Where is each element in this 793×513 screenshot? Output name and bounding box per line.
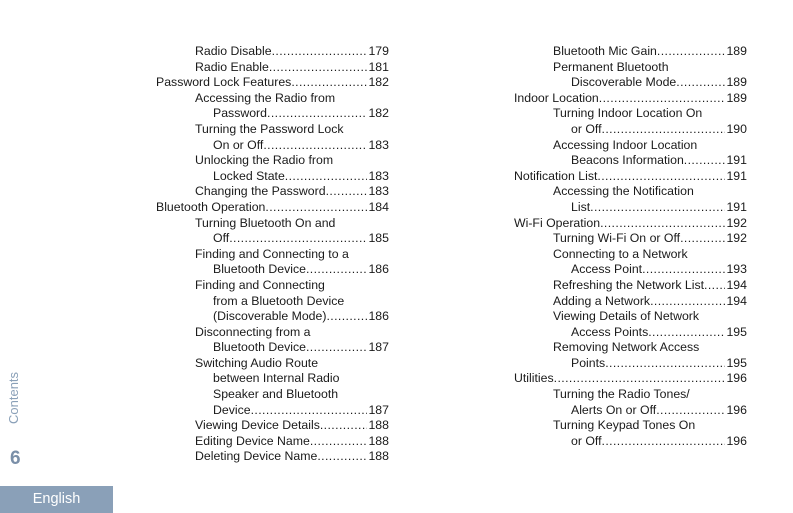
toc-entry[interactable] [514,169,747,185]
toc-entry-line [553,356,747,372]
toc-column-right [514,44,747,449]
toc-page-number: 188 [368,449,389,464]
toc-entry-line [553,122,747,138]
toc-page-number: 187 [368,340,389,355]
toc-entry-line [195,294,389,310]
toc-entry-line [553,278,747,294]
toc-page-number: 192 [726,231,747,246]
toc-entry-title: Locked State [213,168,285,183]
toc-dot-leader [648,325,725,341]
toc-entry[interactable] [514,278,747,294]
toc-entry-line [553,325,747,341]
toc-entry-line [195,138,389,154]
toc-entry-line [195,184,389,200]
toc-entry-line [195,91,389,107]
toc-page-number: 196 [726,433,747,448]
toc-entry-line [195,231,389,247]
toc-entry-line [514,216,747,232]
toc-dot-leader [605,356,725,372]
toc-entry-title: Password Lock Features [156,75,292,90]
toc-dot-leader [599,91,726,107]
toc-entry[interactable] [514,294,747,310]
toc-dot-leader [306,340,368,356]
toc-entry-title: or Off [571,433,602,448]
toc-entry-line [195,122,389,138]
toc-entry-line [553,418,747,434]
toc-entry-line [195,371,389,387]
toc-entry-title: Turning the Password Lock [195,121,344,136]
toc-dot-leader [229,231,367,247]
toc-entry-line [553,106,747,122]
toc-entry-line [195,60,389,76]
toc-dot-leader [684,153,726,169]
toc-entry[interactable] [514,138,747,169]
toc-dot-leader [590,200,725,216]
toc-entry-line [156,75,389,91]
toc-entry-line [195,434,389,450]
toc-page-number: 193 [726,262,747,277]
toc-entry[interactable] [156,247,389,278]
toc-entry-line [195,403,389,419]
toc-entry-title: Alerts On or Off [571,402,657,417]
toc-entry-title: Disconnecting from a [195,324,311,339]
toc-entry-title: Points [571,355,606,370]
toc-page-number: 189 [726,75,747,90]
toc-dot-leader [680,231,725,247]
toc-entry[interactable] [514,106,747,137]
section-label [6,371,76,424]
toc-entry[interactable] [156,122,389,153]
toc-entry[interactable] [156,434,389,450]
toc-entry-line [553,231,747,247]
toc-entry-line [195,309,389,325]
toc-entry-title: Adding a Network [553,293,651,308]
toc-entry-title: Bluetooth Mic Gain [553,44,657,58]
toc-entry-title: Turning the Radio Tones/ [553,387,690,402]
toc-page-number: 186 [368,309,389,324]
toc-entry-title: from a Bluetooth Device [213,293,345,308]
toc-page-number: 187 [368,402,389,417]
toc-entry-line [553,309,747,325]
toc-dot-leader [265,200,367,216]
toc-page-number: 190 [726,121,747,136]
toc-page-number: 191 [726,168,747,183]
toc-entry-title: Viewing Device Details [195,418,320,433]
toc-dot-leader [267,106,367,122]
toc-entry-line [195,387,389,403]
toc-page-number: 189 [726,90,747,105]
toc-entry-title: Turning Keypad Tones On [553,418,696,433]
toc-entry[interactable] [514,371,747,387]
toc-dot-leader [602,434,726,450]
toc-entry-line [195,262,389,278]
toc-entry-title: Finding and Connecting [195,277,325,292]
toc-entry-line [195,106,389,122]
toc-page-number: 195 [726,324,747,339]
toc-entry-line [195,356,389,372]
toc-page-number: 182 [368,75,389,90]
toc-entry-title: Bluetooth Operation [156,199,266,214]
toc-dot-leader [600,216,725,232]
toc-dot-leader [317,449,367,465]
toc-entry[interactable] [514,44,747,60]
toc-entry[interactable] [514,418,747,449]
toc-entry-title: Unlocking the Radio from [195,153,334,168]
toc-entry-line [553,262,747,278]
toc-dot-leader [642,262,725,278]
toc-page-number: 186 [368,262,389,277]
toc-entry-title: Wi-Fi Operation [514,215,601,230]
toc-dot-leader [251,403,368,419]
language-tab[interactable]: English [0,486,113,513]
toc-entry-title: Bluetooth Device [213,340,306,355]
toc-entry[interactable] [156,216,389,247]
toc-entry-line [514,91,747,107]
toc-entry[interactable] [156,356,389,418]
toc-entry-title: Refreshing the Network List [553,277,705,292]
toc-dot-leader [676,75,725,91]
toc-entry[interactable] [514,387,747,418]
toc-entry-line [553,294,747,310]
toc-dot-leader [704,278,725,294]
toc-page-number: 188 [368,418,389,433]
toc-entry[interactable] [514,60,747,91]
toc-entry-title: or Off [571,121,602,136]
toc-entry-title: Access Points [571,324,649,339]
toc-page-number: 191 [726,199,747,214]
toc-entry-line [195,44,389,60]
toc-dot-leader [291,75,367,91]
toc-entry-line [514,371,747,387]
toc-entry-line [553,184,747,200]
toc-entry-line [195,247,389,263]
toc-entry[interactable] [156,418,389,434]
toc-entry[interactable] [156,75,389,91]
toc-entry[interactable] [156,153,389,184]
toc-entry-title: Turning Bluetooth On and [195,215,336,230]
toc-dot-leader [602,122,726,138]
toc-dot-leader [263,138,367,154]
toc-dot-leader [285,169,368,185]
toc-entry-line [514,169,747,185]
toc-entry[interactable] [514,340,747,371]
toc-entry[interactable] [156,60,389,76]
toc-entry-line [195,449,389,465]
toc-page-number: 179 [368,44,389,58]
toc-dot-leader [326,309,367,325]
toc-page-number: 183 [368,137,389,152]
toc-entry-title: Bluetooth Device [213,262,306,277]
toc-page-number: 192 [726,215,747,230]
toc-entry-title: Viewing Details of Network [553,309,700,324]
toc-entry-title: Accessing the Notification [553,184,694,199]
toc-page-number: 182 [368,106,389,121]
toc-entry-line [553,153,747,169]
toc-page-number: 188 [368,433,389,448]
toc-entry-title: Turning Indoor Location On [553,106,703,121]
toc-dot-leader [272,44,368,60]
toc-entry-title: On or Off [213,137,264,152]
toc-entry[interactable] [156,44,389,60]
toc-dot-leader [657,44,726,60]
toc-entry-line [553,247,747,263]
toc-entry[interactable] [514,247,747,278]
toc-entry-title: Notification List [514,168,598,183]
toc-entry-title: Beacons Information [571,153,684,168]
toc-entry-line [195,216,389,232]
toc-entry-title: Discoverable Mode [571,75,677,90]
toc-entry-line [195,340,389,356]
toc-entry[interactable] [514,309,747,340]
toc-entry-title: Password [213,106,267,121]
toc-entry[interactable] [156,200,389,216]
toc-entry-line [156,200,389,216]
toc-entry-line [553,200,747,216]
toc-entry-title: List [571,199,591,214]
toc-column-left [156,44,389,465]
toc-page-number: 183 [368,168,389,183]
toc-entry-title: (Discoverable Mode) [213,309,327,324]
toc-entry-title: Turning Wi-Fi On or Off [553,231,681,246]
toc-dot-leader [326,184,368,200]
toc-dot-leader [554,371,726,387]
page-number: 6 [10,448,21,469]
toc-page-number: 183 [368,184,389,199]
toc-entry[interactable] [514,91,747,107]
toc-entry-title: Deleting Device Name [195,449,318,464]
toc-dot-leader [310,434,368,450]
toc-entry-title: between Internal Radio [213,371,340,386]
toc-entry-title: Access Point [571,262,643,277]
toc-entry[interactable] [156,449,389,465]
toc-entry-title: Utilities [514,371,554,386]
toc-page-number: 195 [726,355,747,370]
toc-dot-leader [306,262,368,278]
toc-entry-title: Indoor Location [514,90,599,105]
toc-entry-line [553,387,747,403]
toc-page-number: 181 [368,59,389,74]
toc-page-number: 196 [726,402,747,417]
toc-entry-line [195,278,389,294]
toc-entry-title: Radio Disable [195,44,272,58]
toc-entry-line [553,434,747,450]
toc-entry-line [553,403,747,419]
toc-entry-title: Off [213,231,230,246]
toc-entry-title: Radio Enable [195,59,269,74]
toc-dot-leader [269,60,368,76]
toc-entry-title: Device [213,402,251,417]
toc-entry[interactable] [514,216,747,232]
toc-entry-title: Accessing the Radio from [195,90,336,105]
toc-page-number: 185 [368,231,389,246]
toc-entry-title: Editing Device Name [195,433,310,448]
toc-entry-line [553,44,747,60]
toc-entry-title: Accessing Indoor Location [553,137,698,152]
toc-entry-line [553,340,747,356]
toc-entry-line [195,418,389,434]
toc-page-number: 189 [726,44,747,58]
toc-page-number: 194 [726,293,747,308]
toc-dot-leader [320,418,368,434]
toc-entry-title: Permanent Bluetooth [553,59,669,74]
toc-entry[interactable] [156,278,389,325]
toc-entry-title: Connecting to a Network [553,246,688,261]
toc-entry-title: Finding and Connecting to a [195,246,349,261]
toc-entry-line [195,153,389,169]
toc-entry[interactable] [156,91,389,122]
toc-entry[interactable] [156,325,389,356]
toc-dot-leader [597,169,725,185]
toc-entry-title: Switching Audio Route [195,355,319,370]
toc-entry-line [553,75,747,91]
toc-page-number: 196 [726,371,747,386]
toc-page-number: 191 [726,153,747,168]
toc-dot-leader [650,294,725,310]
toc-entry-title: Speaker and Bluetooth [213,387,339,402]
toc-dot-leader [656,403,725,419]
toc-entry[interactable] [514,184,747,215]
toc-entry[interactable] [514,231,747,247]
toc-entry-line [195,325,389,341]
section-label-text: Contents [6,371,21,424]
toc-entry-line [553,138,747,154]
toc-entry-title: Changing the Password [195,184,326,199]
toc-entry-line [195,169,389,185]
toc-entry-title: Removing Network Access [553,340,700,355]
toc-entry-line [553,60,747,76]
toc-entry[interactable] [156,184,389,200]
toc-page-number: 184 [368,199,389,214]
toc-page-number: 194 [726,277,747,292]
